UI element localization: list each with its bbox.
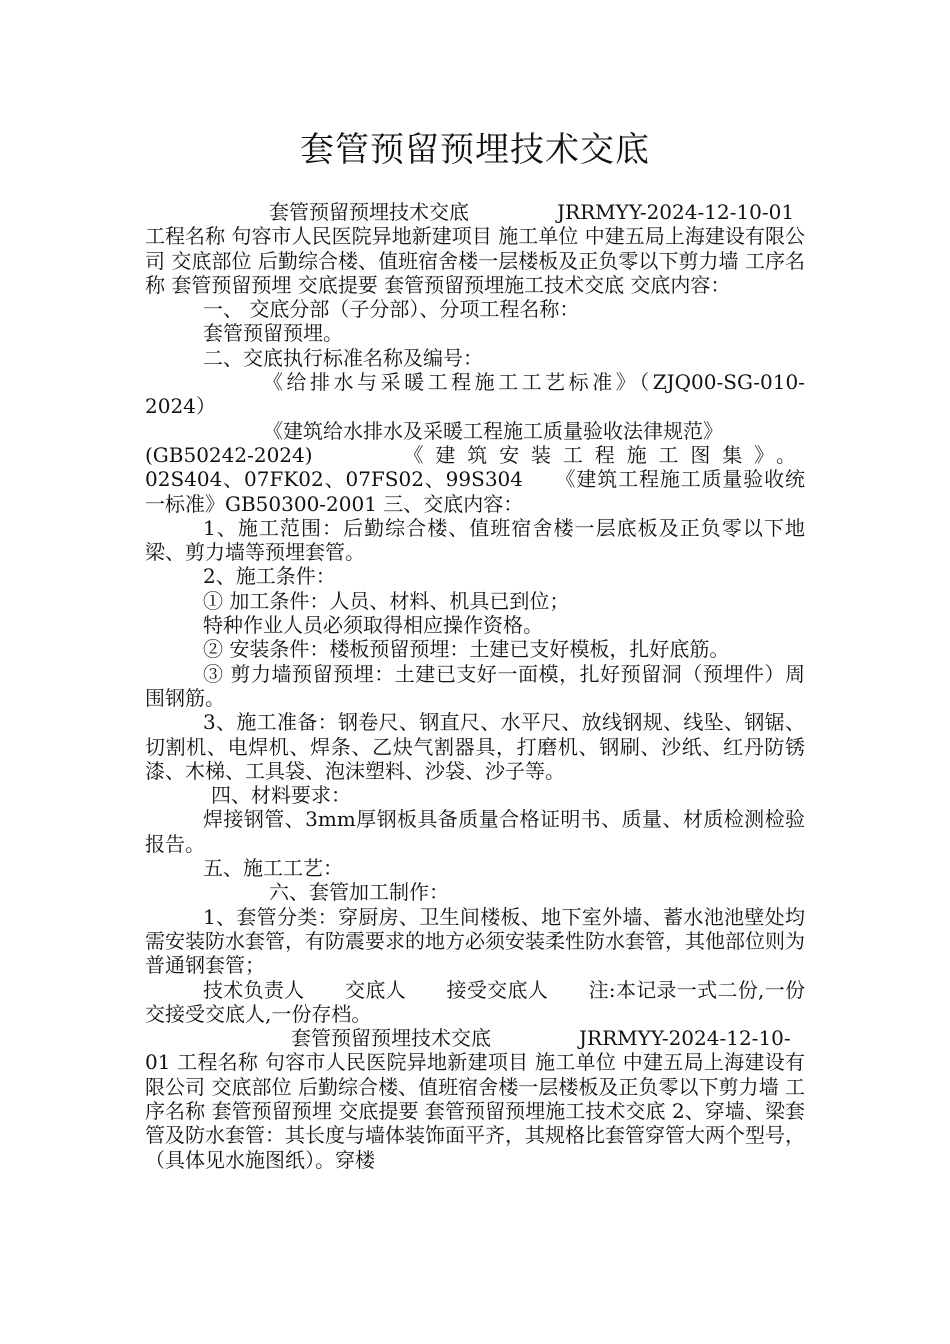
standard-3: 《建筑安装工程施工图集》。 [400,442,805,467]
section-1-heading: 一、 交底分部（子分部）、分项工程名称： [203,297,580,322]
condition-2: ② 安装条件：楼板预留预埋：土建已支好模板，扎好底筋。 [203,637,730,662]
condition-3: ③ 剪力墙预留预埋：土建已支好一面模，扎好预留洞（预埋件）周围钢筋。 [145,661,805,710]
construction-scope: 1、施工范围：后勤综合楼、值班宿舍楼一层底板及正负零以下地梁、剪力墙等预埋套管。 [145,515,805,565]
condition-1: ① 加工条件：人员、材料、机具已到位； [203,588,570,613]
standard-2-code: (GB50242-2024) [145,442,313,467]
header-code-2: JRRMYY-2024-12-10- [579,1026,791,1051]
construction-preparation: 3、施工准备：钢卷尺、钢直尺、水平尺、放线钢规、线坠、钢锯、切割机、电焊机、焊条、乙炔气割器具，打磨机、钢刷、沙纸、红丹防锈漆、木梯、工具袋、泡沫塑料、沙袋、沙子等。 [145,710,805,783]
header-code: JRRMYY-2024-12-10-01 [557,200,795,224]
section-6-heading: 六、套管加工制作： [269,880,449,905]
casing-classification: 1、套管分类：穿厨房、卫生间楼板、地下室外墙、蓄水池池壁处均需安装防水套管，有防震要求的地方必须安装柔性防水套管，其他部位则为普通钢套管； [145,904,805,978]
document-body [145,200,805,1172]
header-line-2 [145,1026,805,1050]
standard-2: 《建筑给水排水及采暖工程施工质量验收法律规范》 [263,418,723,443]
construction-conditions-heading: 2、施工条件： [203,564,336,589]
header-line [145,200,805,224]
header-title-2: 套管预留预埋技术交底 [291,1026,491,1051]
standard-4: 02S404、07FK02、07FS02、99S304 《建筑工程施工质量验收统一标准》GB50300-2001 三、交底内容： [145,467,805,516]
header-title: 套管预留预埋技术交底 [269,200,469,224]
section-2-heading: 二、交底执行标准名称及编号： [203,345,483,370]
section-4-heading: 四、材料要求： [211,783,351,808]
material-requirements: 焊接钢管、3mm厚钢板具备质量合格证明书、质量、材质检测检验报告。 [145,807,805,856]
section-5-heading: 五、施工工艺： [203,856,343,881]
project-info: 工程名称 句容市人民医院异地新建项目 施工单位 中建五局上海建设有限公司 交底部位 后勤综合楼、值班宿舍楼一层楼板及正负零以下剪力墙 工序名称 套管预留预埋 交底提要 套管预留预埋施工技术交底 交底内容： [145,224,805,297]
standard-3-line [145,443,805,467]
project-info-2: 01 工程名称 句容市人民医院异地新建项目 施工单位 中建五局上海建设有限公司 交底部位 后勤综合楼、值班宿舍楼一层楼板及正负零以下剪力墙 工序名称 套管预留预埋 交底提要 套管预留预埋施工技术交底 2、穿墙、梁套管及防水套管：其长度与墙体装饰面平齐，其规格比套管穿管大两个型号，（具体见水施图纸）。穿楼 [145,1050,805,1172]
condition-1-note: 特种作业人员必须取得相应操作资格。 [203,613,543,638]
section-1-text: 套管预留预埋。 [203,321,343,346]
standard-1: 《给排水与采暖工程施工工艺标准》（ZJQ00-SG-010-2024） [145,370,805,419]
document-title: 套管预留预埋技术交底 [300,130,650,170]
signature-line: 技术负责人 交底人 接受交底人 注:本记录一式二份,一份交接受交底人,一份存档。 [145,977,805,1026]
